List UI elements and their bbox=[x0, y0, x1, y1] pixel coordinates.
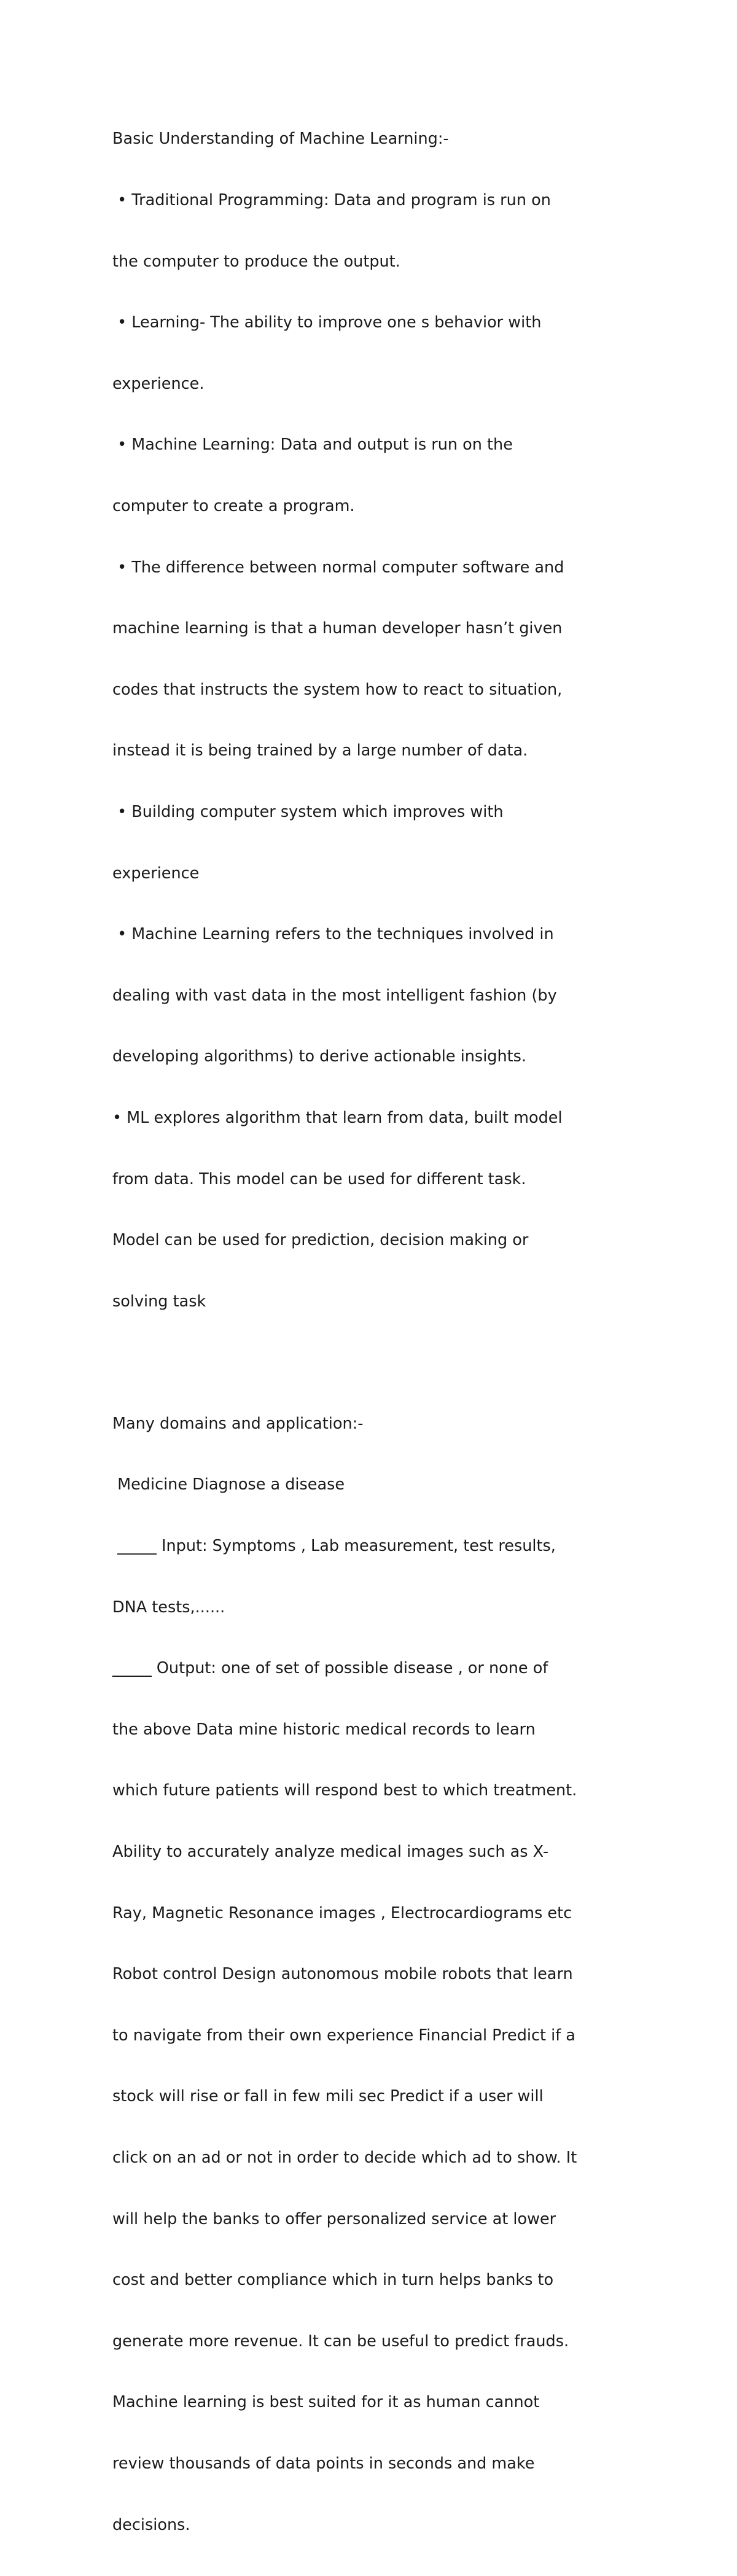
bullet-ml-techniques: • Machine Learning refers to the techniques involved in bbox=[112, 925, 554, 944]
bullet-machine-learning: • Machine Learning: Data and output is run on the bbox=[112, 435, 513, 455]
text-line: click on an ad or not in order to decide which ad to show. It bbox=[112, 2149, 577, 2167]
text-line: dealing with vast data in the most intelligent fashion (by bbox=[112, 986, 557, 1005]
blank-line bbox=[112, 1352, 665, 1373]
text-line: cost and better compliance which in turn helps banks to bbox=[112, 2271, 554, 2290]
text-line: solving task bbox=[112, 1292, 206, 1311]
text-line-output: _____ Output: one of set of possible disease , or none of bbox=[112, 1659, 548, 1678]
text-line: will help the banks to offer personalized service at lower bbox=[112, 2209, 556, 2228]
text-line: experience bbox=[112, 864, 200, 883]
bullet-building-systems: • Building computer system which improves with bbox=[112, 802, 504, 821]
text-line: review thousands of data points in seconds and make bbox=[112, 2454, 535, 2473]
bullet-learning: • Learning- The ability to improve one s behavior with bbox=[112, 313, 542, 332]
text-line: Ability to accurately analyze medical images such as X- bbox=[112, 1843, 549, 1862]
text-line-medicine: Medicine Diagnose a disease bbox=[112, 1475, 345, 1494]
text-line: generate more revenue. It can be useful to predict frauds. bbox=[112, 2332, 569, 2351]
bullet-difference: • The difference between normal computer software and bbox=[112, 558, 564, 577]
bullet-traditional-programming: • Traditional Programming: Data and program is run on bbox=[112, 191, 551, 209]
text-line: computer to create a program. bbox=[112, 496, 355, 515]
text-line: the computer to produce the output. bbox=[112, 252, 400, 271]
text-line: instead it is being trained by a large number of data. bbox=[112, 741, 528, 760]
text-line: Ray, Magnetic Resonance images , Electrocardiograms etc bbox=[112, 1903, 572, 1922]
section-heading-domains: Many domains and application:- bbox=[112, 1414, 364, 1433]
text-line: to navigate from their own experience Financial Predict if a bbox=[112, 2026, 575, 2045]
section-heading-basic-understanding: Basic Understanding of Machine Learning:- bbox=[112, 130, 449, 149]
text-line: developing algorithms) to derive actionable insights. bbox=[112, 1047, 527, 1066]
text-line: experience. bbox=[112, 374, 205, 393]
text-line: Model can be used for prediction, decision making or bbox=[112, 1231, 529, 1250]
text-line: machine learning is that a human developer hasn’t given bbox=[112, 619, 563, 638]
text-line: stock will rise or fall in few mili sec Predict if a user will bbox=[112, 2087, 544, 2106]
document-body bbox=[112, 88, 665, 2576]
text-line: codes that instructs the system how to react to situation, bbox=[112, 680, 563, 699]
text-line: which future patients will respond best to which treatment. bbox=[112, 1781, 577, 1800]
text-line: Machine learning is best suited for it as human cannot bbox=[112, 2393, 540, 2412]
bullet-ml-explores: • ML explores algorithm that learn from data, built model bbox=[112, 1108, 563, 1127]
text-line: DNA tests,...... bbox=[112, 1598, 225, 1617]
text-line: from data. This model can be used for different task. bbox=[112, 1169, 526, 1188]
text-line: decisions. bbox=[112, 2515, 190, 2534]
text-line: the above Data mine historic medical records to learn bbox=[112, 1720, 536, 1739]
text-line: Robot control Design autonomous mobile robots that learn bbox=[112, 1965, 573, 1984]
text-line-input: _____ Input: Symptoms , Lab measurement, test results, bbox=[112, 1537, 556, 1556]
